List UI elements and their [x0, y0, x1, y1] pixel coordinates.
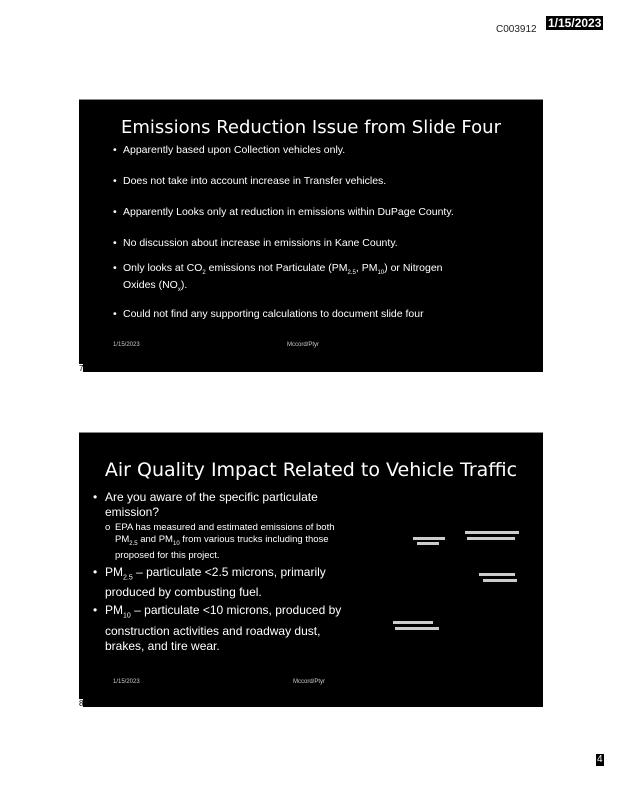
bullet-item: • $PM_{2.5}$ – particulate <2.5 microns, primarily produced by combusting fuel. — [91, 565, 391, 600]
diagram-label-mark — [465, 531, 519, 534]
diagram-label-mark — [467, 537, 515, 540]
document-id: C003912 — [496, 24, 537, 35]
slide-title: Emissions Reduction Issue from Slide Four — [121, 117, 501, 138]
header-date: 1/15/2023 — [548, 16, 602, 30]
bullet-item: • Does not take into account increase in Transfer vehicles. — [111, 175, 531, 187]
slide-title: Air Quality Impact Related to Vehicle Traffic — [104, 459, 518, 481]
bullet-item: • Apparently based upon Collection vehicles only. — [111, 144, 531, 156]
bullet-item: • $PM_{10}$ – particulate <10 microns, produced by construction activities and roadway dust, brakes, and tire wear. — [91, 603, 391, 653]
slide-footer-date: 1/15/2023 — [113, 679, 140, 685]
bullet-item: • Are you aware of the specific particulate emission? — [91, 490, 391, 520]
slide-footer-author: Mccord/Ptyr — [293, 679, 326, 685]
sub-bullet-item: o EPA has measured and estimated emissions of both $PM_{2.5}$ and $PM_{10}$ from various trucks including those proposed for this project. — [91, 522, 391, 562]
diagram-label-mark — [479, 573, 515, 576]
bullet-item: • Apparently Looks only at reduction in emissions within DuPage County. — [111, 206, 531, 218]
diagram-label-mark — [483, 579, 517, 582]
bullet-list — [111, 144, 531, 320]
bullet-item: • No discussion about increase in emissions in Kane County. — [111, 237, 531, 249]
diagram-label-mark — [395, 627, 439, 630]
diagram-label-mark — [393, 621, 433, 624]
bullet-item: • Only looks at $CO_2$ emissions not Particulate ($PM_{2.5}$, $PM_{10}$) or Nitrogen Oxides $(NO_x)$. — [111, 262, 531, 296]
slide-8 — [79, 432, 543, 707]
bullet-item: • Could not find any supporting calculations to document slide four — [111, 308, 531, 320]
slide-footer-date: 1/15/2023 — [113, 342, 140, 348]
page-number: 4 — [597, 754, 603, 765]
slide-7 — [79, 99, 543, 372]
bullet-list — [91, 490, 391, 654]
slide-number: 8 — [79, 699, 84, 708]
diagram-label-mark — [417, 542, 439, 545]
slide-number: 7 — [79, 364, 84, 373]
slide-footer-author: Mccord/Ptyr — [287, 342, 320, 348]
diagram-label-mark — [413, 537, 445, 540]
